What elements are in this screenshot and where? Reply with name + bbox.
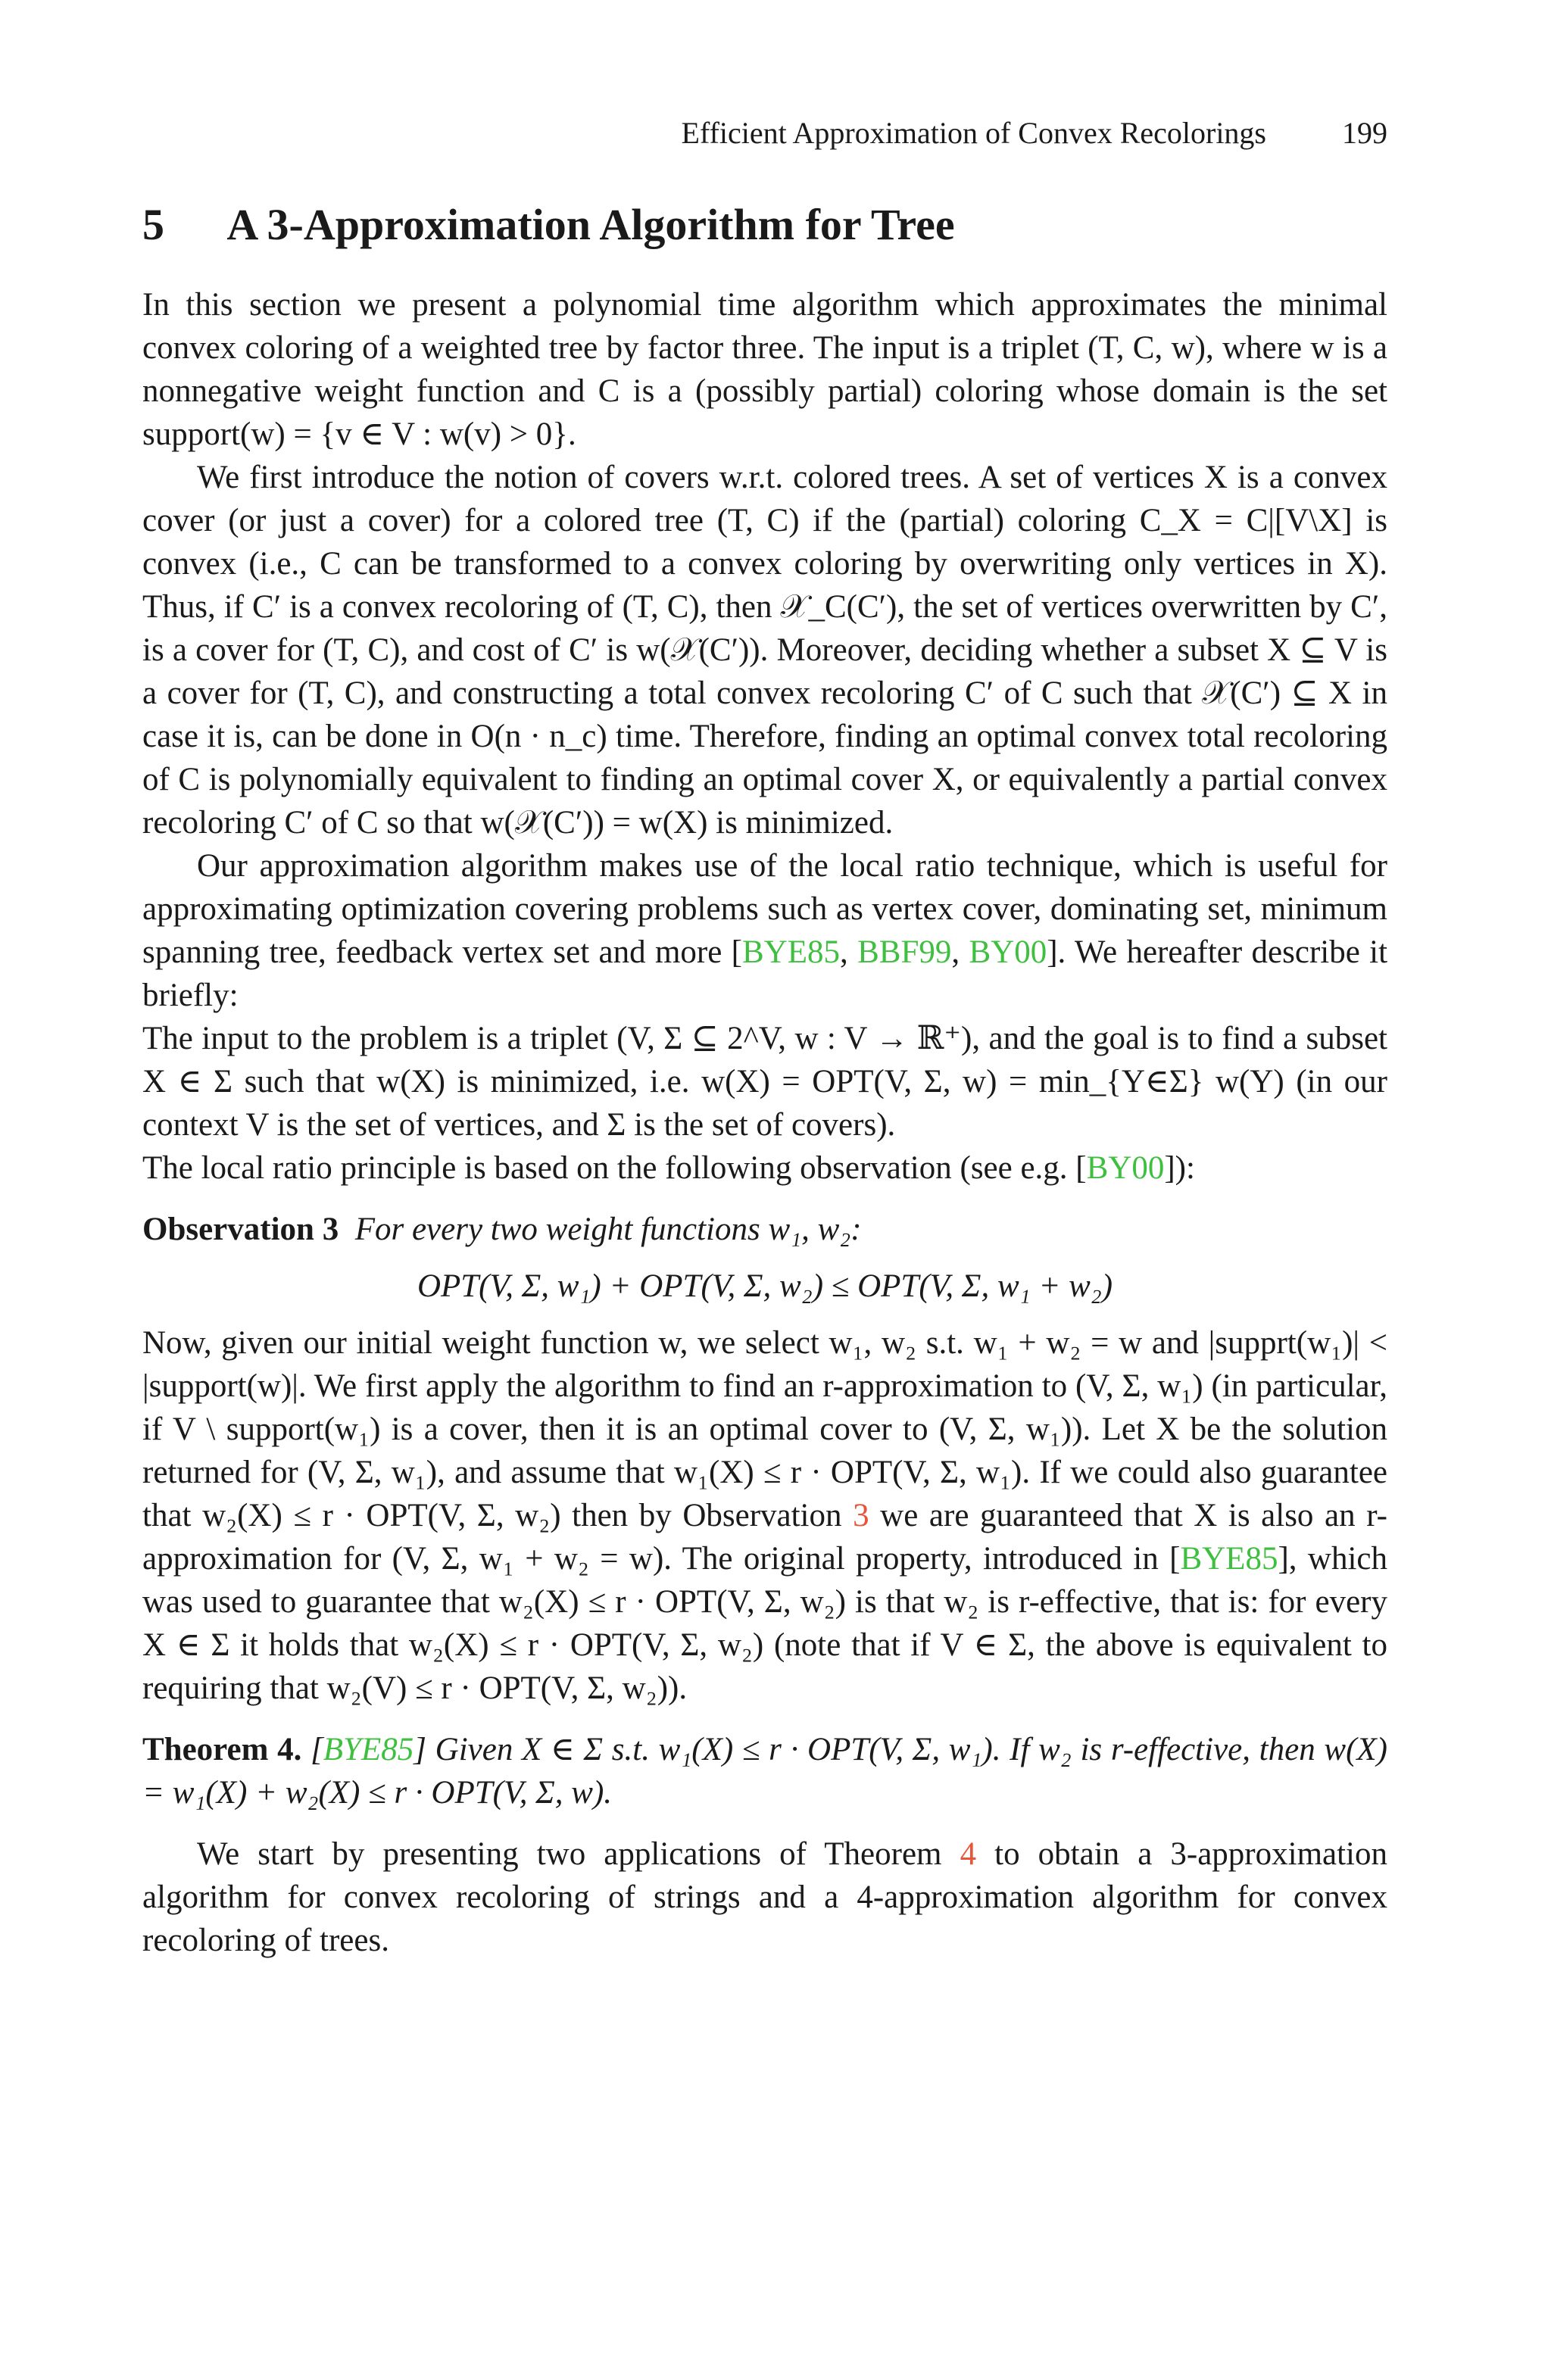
section-heading <box>142 198 1387 251</box>
text-segment: ]. We hereafter describe it briefly: <box>142 934 1388 1013</box>
theorem-citation-wrap: [BYE85] <box>311 1732 426 1767</box>
paragraph-local-ratio-principle <box>142 1146 1387 1190</box>
reference-theorem-4[interactable]: 4 <box>960 1836 977 1872</box>
observation-text: For every two weight functions w₁, w₂: <box>354 1212 862 1247</box>
citation-bye85[interactable]: BYE85 <box>323 1732 414 1767</box>
citation-separator: , <box>951 934 969 970</box>
citation-bye85[interactable]: BYE85 <box>742 934 840 970</box>
theorem-text: Given X ∈ Σ s.t. w₁(X) ≤ r · OPT(V, Σ, w₁). If w₂ is r-effective, then w(X) = w₁(X) + w₂(X) ≤ r · OPT(V, Σ, w). <box>142 1732 1387 1811</box>
text-segment: We start by presenting two applications of Theorem <box>197 1836 960 1872</box>
section-number: 5 <box>142 200 164 249</box>
text-segment: to obtain a 3-approximation algorithm for convex recoloring of strings and a 4-approximation algorithm for convex recoloring of trees. <box>142 1836 1387 1958</box>
citation-by00[interactable]: BY00 <box>1086 1150 1165 1186</box>
paragraph-approximation <box>142 1321 1387 1710</box>
paragraph-local-ratio <box>142 844 1387 1017</box>
citation-by00[interactable]: BY00 <box>969 934 1047 970</box>
text-segment: The local ratio principle is based on the following observation (see e.g. [ <box>142 1150 1087 1186</box>
reference-observation-3[interactable]: 3 <box>853 1498 869 1533</box>
paragraph-applications <box>142 1833 1387 1962</box>
observation-statement <box>142 1208 1387 1251</box>
text-segment: Our approximation algorithm makes use of the local ratio technique, which is useful for approximating optimization covering problems such as vertex cover, dominating set, minimum spanning tree, feedback vertex set and more [ <box>142 848 1387 970</box>
section-body <box>142 283 1387 1962</box>
paragraph-covers: We first introduce the notion of covers w.r.t. colored trees. A set of vertices X is a convex cover (or just a cover) for a colored tree (T, C) if the (partial) coloring C_X = C|[V\X] is convex (i.e., C can be transformed to a convex coloring by overwriting only vertices in X). Thus, if C′ is a convex recoloring of (T, C), then 𝒳_C(C′), the set of vertices overwritten by C′, is a cover for (T, C), and cost of C′ is w(𝒳(C′)). Moreover, deciding whether a subset X ⊆ V is a cover for (T, C), and constructing a total convex recoloring C′ of C such that 𝒳(C′) ⊆ X in case it is, can be done in O(n · n_c) time. Therefore, finding an optimal convex total recoloring of C is polynomially equivalent to finding an optimal cover X, or equivalently a partial convex recoloring C′ of C so that w(𝒳(C′)) = w(X) is minimized. <box>142 460 1387 841</box>
section-title: A 3-Approximation Algorithm for Tree <box>226 200 955 249</box>
text-segment: ]): <box>1164 1150 1195 1186</box>
text-segment: Now, given our initial weight function w, we select w₁, w₂ s.t. w₁ + w₂ = w and |supprt(w₁)| < |support(w)|. We first apply the algorithm to find an r-approximation to (V, Σ, w₁) (in particular, if V \ support(w₁) is a cover, then it is an optimal cover to (V, Σ, w₁)). Let X be the solution returned for (V, Σ, w₁), and assume that w₁(X) ≤ r · OPT(V, Σ, w₁). If we could also guarantee that w₂(X) ≤ r · OPT(V, Σ, w₂) then by Observation <box>142 1325 1387 1533</box>
citation-separator: , <box>840 934 858 970</box>
citation-bbf99[interactable]: BBF99 <box>857 934 952 970</box>
citation-bye85[interactable]: BYE85 <box>1180 1541 1278 1577</box>
page-number: 199 <box>1342 116 1387 150</box>
text-segment: we are guaranteed that X is also an r-approximation for (V, Σ, w₁ + w₂ = w). The original property, introduced in [ <box>142 1498 1387 1577</box>
theorem-statement <box>142 1728 1387 1814</box>
text-segment: ], which was used to guarantee that w₂(X) ≤ r · OPT(V, Σ, w₂) is that w₂ is r-effective, that is: for every X ∈ Σ it holds that w₂(X) ≤ r · OPT(V, Σ, w₂) (note that if V ∈ Σ, the above is equivalent to requiring that w₂(V) ≤ r · OPT(V, Σ, w₂)). <box>142 1541 1387 1706</box>
paragraph-problem-input: The input to the problem is a triplet (V, Σ ⊆ 2^V, w : V → ℝ⁺), and the goal is to find a subset X ∈ Σ such that w(X) is minimized, i.e. w(X) = OPT(V, Σ, w) = min_{Y∈Σ} w(Y) (in our context V is the set of vertices, and Σ is the set of covers). <box>142 1021 1387 1143</box>
observation-formula: OPT(V, Σ, w₁) + OPT(V, Σ, w₂) ≤ OPT(V, Σ, w₁ + w₂) <box>417 1268 1113 1304</box>
paragraph-intro: In this section we present a polynomial time algorithm which approximates the minimal convex coloring of a weighted tree by factor three. The input is a triplet (T, C, w), where w is a nonnegative weight function and C is a (possibly partial) coloring whose domain is the set support(w) = {v ∈ V : w(v) > 0}. <box>142 287 1387 452</box>
running-title: Efficient Approximation of Convex Recolorings <box>681 116 1266 150</box>
observation-label: Observation 3 <box>142 1212 339 1247</box>
running-header <box>142 114 1387 153</box>
theorem-label: Theorem 4. <box>142 1732 302 1767</box>
